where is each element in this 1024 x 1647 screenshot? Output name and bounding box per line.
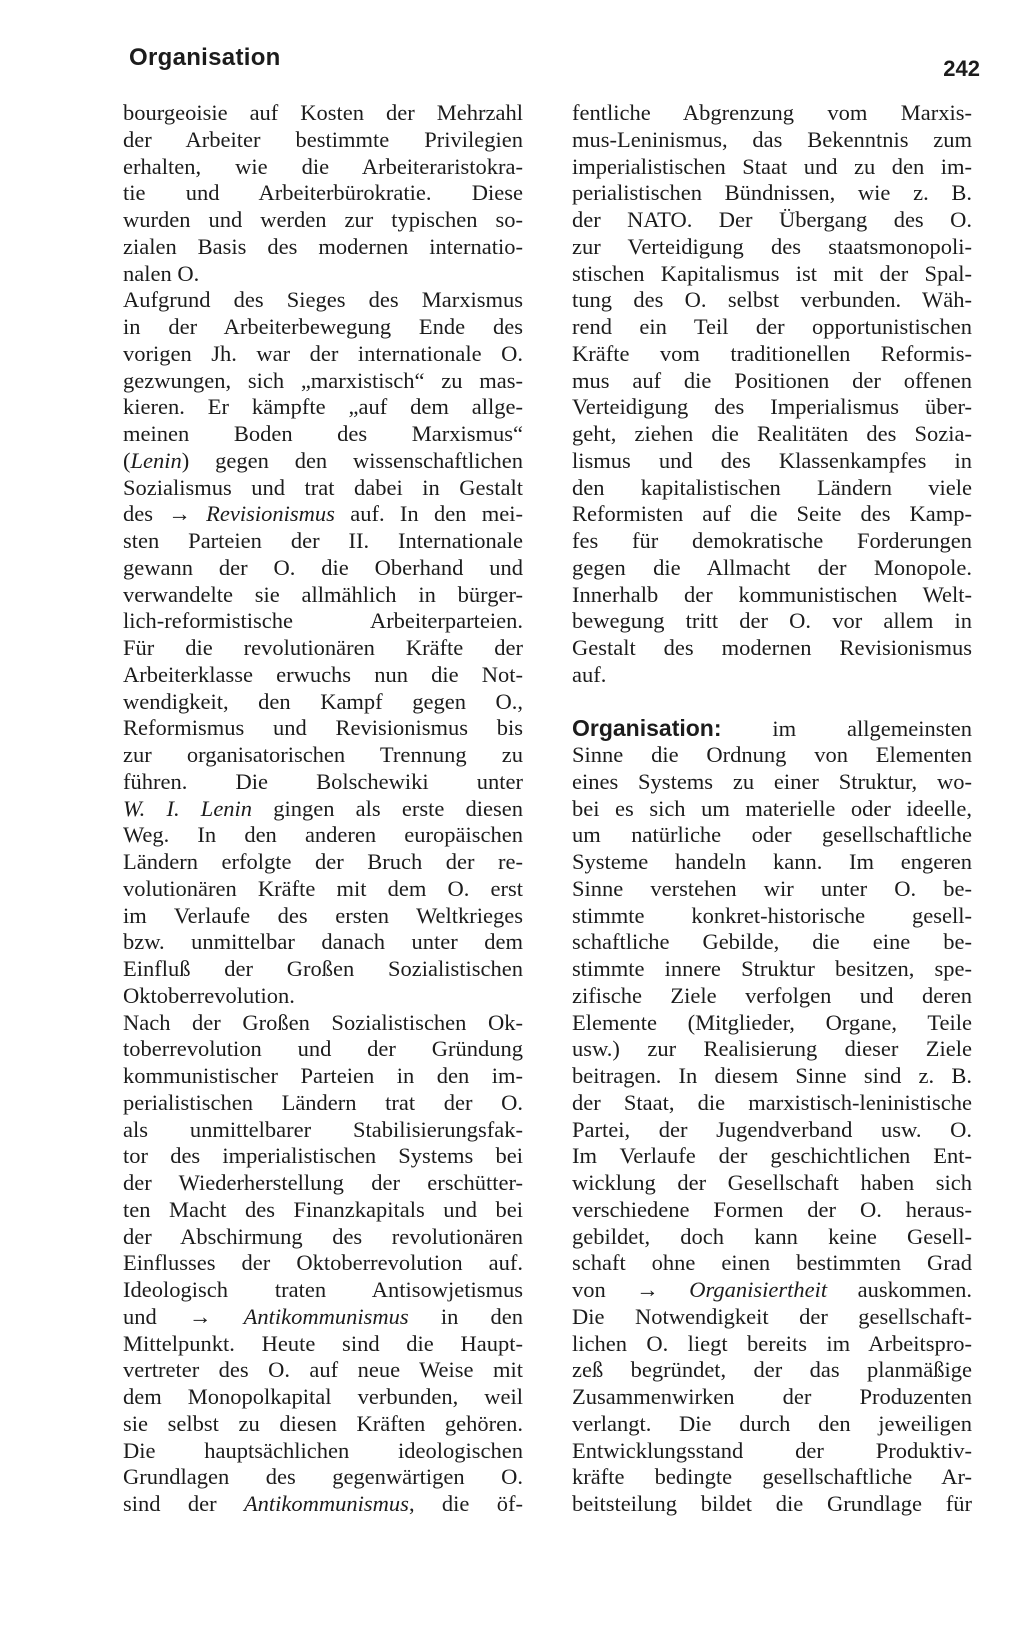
text-line: volutionären Kräfte mit dem O. erst bbox=[123, 875, 523, 901]
text-line: zur organisatorischen Trennung zu bbox=[123, 742, 523, 767]
text-line: stischen Kapitalismus ist mit der Spal- bbox=[572, 260, 972, 286]
text-line: beitsteilung bildet die Grundlage für bbox=[572, 1491, 972, 1516]
text-line: Mittelpunkt. Heute sind die Haupt- bbox=[123, 1330, 523, 1356]
text-line: eines Systems zu einer Struktur, wo- bbox=[572, 768, 972, 794]
entry-term: Organisation: bbox=[572, 715, 722, 742]
text-line: Ideologisch traten Antisowjetismus bbox=[123, 1277, 523, 1302]
text-line: perialistischen Ländern trat der O. bbox=[123, 1089, 523, 1115]
text-line: gezwungen, sich „marxistisch“ zu mas- bbox=[123, 367, 523, 393]
text-line: tung des O. selbst verbunden. Wäh- bbox=[572, 287, 972, 313]
text-line: zifische Ziele verfolgen und deren bbox=[572, 982, 972, 1008]
text-line: von → Organisiertheit auskommen. bbox=[572, 1277, 973, 1302]
entry-first-line-text: im allgemeinsten bbox=[772, 716, 972, 742]
text-line: imperialistischen Staat und zu den im- bbox=[572, 153, 972, 179]
text-line: geht, ziehen die Realitäten des Sozia- bbox=[572, 421, 972, 446]
text-line: in der Arbeiterbewegung Ende des bbox=[123, 314, 523, 339]
text-line: Sinne verstehen wir unter O. be- bbox=[572, 875, 972, 901]
italic-term: Revisionismus bbox=[206, 501, 335, 527]
text-line: kieren. Er kämpfte „auf dem allge- bbox=[123, 394, 523, 420]
text-line: Innerhalb der kommunistischen Welt- bbox=[572, 581, 972, 607]
text-line: gewann der O. die Oberhand und bbox=[123, 554, 523, 580]
text-line: verschiedene Formen der O. heraus- bbox=[572, 1196, 972, 1222]
text-line: stimmte konkret-historische gesell- bbox=[572, 902, 972, 928]
text-line: den kapitalistischen Ländern viele bbox=[572, 474, 972, 500]
text-line: sie selbst zu diesen Kräften gehören. bbox=[123, 1410, 523, 1436]
text-line: meinen Boden des Marxismus“ bbox=[123, 421, 523, 446]
text-line: tie und Arbeiterbürokratie. Diese bbox=[123, 180, 523, 206]
italic-term: W. I. Lenin bbox=[123, 795, 253, 821]
text-line: vorigen Jh. war der internationale O. bbox=[123, 340, 523, 366]
text-line: (Lenin) gegen den wissenschaftlichen bbox=[123, 447, 523, 473]
text-line: usw.) zur Realisierung dieser Ziele bbox=[572, 1036, 972, 1062]
text-line: verwandelte sie allmählich in bürger- bbox=[123, 581, 523, 607]
italic-term: Antikommunismus bbox=[243, 1491, 409, 1516]
italic-term: Organisiertheit bbox=[689, 1277, 828, 1302]
text-line: lichen O. liegt bereits im Arbeitspro- bbox=[572, 1330, 972, 1356]
text-line: des → Revisionismus auf. In den mei- bbox=[123, 501, 523, 527]
text-line: wendigkeit, den Kampf gegen O., bbox=[123, 688, 523, 714]
text-line: wurden und werden zur typischen so- bbox=[123, 207, 523, 232]
text-line: Einfluß der Großen Sozialistischen bbox=[123, 956, 523, 981]
text-line: kräfte bedingte gesellschaftliche Ar- bbox=[572, 1464, 972, 1490]
text-line: Reformisten auf die Seite des Kamp- bbox=[572, 501, 972, 527]
text-line: ten Macht des Finanzkapitals und bei bbox=[123, 1196, 523, 1222]
text-line: erhalten, wie die Arbeiteraristokra- bbox=[123, 153, 523, 179]
text-line: Partei, der Jugendverband usw. O. bbox=[572, 1116, 972, 1142]
text-line: Einflusses der Oktoberrevolution auf. bbox=[123, 1250, 523, 1276]
text-line: gebildet, doch kann keine Gesell- bbox=[572, 1223, 972, 1249]
text-line: W. I. Lenin gingen als erste diesen bbox=[123, 795, 524, 821]
text-line: als unmittelbarer Stabilisierungsfak- bbox=[123, 1116, 523, 1142]
text-line: und → Antikommunismus in den bbox=[123, 1303, 523, 1329]
text-line: der Staat, die marxistisch-leninistische bbox=[572, 1089, 972, 1115]
text-line: Die hauptsächlichen ideologischen bbox=[123, 1437, 523, 1463]
text-line: Weg. In den anderen europäischen bbox=[123, 822, 523, 848]
right-column bbox=[572, 100, 972, 1518]
text-line: Nach der Großen Sozialistischen Ok- bbox=[123, 1009, 523, 1035]
page-number: 242 bbox=[943, 56, 980, 81]
text-line: schaft ohne einen bestimmten Grad bbox=[572, 1250, 972, 1276]
text-line: der Abschirmung des revolutionären bbox=[123, 1223, 523, 1249]
italic-term: Lenin bbox=[130, 447, 182, 473]
text-line: Sozialismus und trat dabei in Gestalt bbox=[123, 474, 523, 500]
text-line: nalen O. bbox=[123, 260, 200, 286]
paragraph-gap bbox=[572, 689, 972, 716]
text-line: mus auf die Positionen der offenen bbox=[572, 367, 972, 393]
text-line: fentliche Abgrenzung vom Marxis- bbox=[572, 100, 972, 125]
text-line: der NATO. Der Übergang des O. bbox=[572, 207, 972, 232]
text-line: stimmte innere Struktur besitzen, spe- bbox=[572, 956, 972, 981]
text-line: Zusammenwirken der Produzenten bbox=[572, 1384, 972, 1409]
text-line: Arbeiterklasse erwuchs nun die Not- bbox=[123, 661, 523, 687]
text-line: Sinne die Ordnung von Elementen bbox=[572, 742, 972, 767]
text-line: lich-reformistische Arbeiterparteien. bbox=[123, 608, 523, 634]
text-line: Systeme handeln kann. Im engeren bbox=[572, 849, 972, 874]
text-line: auf. bbox=[572, 661, 607, 687]
text-line: bei es sich um materielle oder ideelle, bbox=[572, 795, 972, 821]
page-header-title: Organisation bbox=[129, 44, 281, 71]
text-line: Ländern erfolgte der Bruch der re- bbox=[123, 849, 523, 874]
text-line: schaftliche Gebilde, die eine be- bbox=[572, 929, 972, 955]
text-line: zialen Basis des modernen internatio- bbox=[123, 233, 523, 259]
text-line: Die Notwendigkeit der gesellschaft- bbox=[572, 1303, 972, 1329]
text-line: wicklung der Gesellschaft haben sich bbox=[572, 1170, 972, 1195]
text-line: rend ein Teil der opportunistischen bbox=[572, 314, 972, 339]
text-line: Grundlagen des gegenwärtigen O. bbox=[123, 1464, 523, 1490]
text-line: beitragen. In diesem Sinne sind z. B. bbox=[572, 1063, 972, 1088]
text-line: lismus und des Klassenkampfes in bbox=[572, 447, 972, 473]
text-line: kommunistischer Parteien in den im- bbox=[123, 1063, 523, 1088]
text-line: der Wiederherstellung der erschütter- bbox=[123, 1170, 523, 1195]
text-line: mus-Leninismus, das Bekenntnis zum bbox=[572, 126, 972, 152]
text-line: zur Verteidigung des staatsmonopoli- bbox=[572, 233, 972, 259]
text-line: perialistischen Bündnissen, wie z. B. bbox=[572, 180, 972, 206]
text-line: Reformismus und Revisionismus bis bbox=[123, 715, 523, 741]
text-line: gegen die Allmacht der Monopole. bbox=[572, 554, 972, 580]
text-line: bewegung tritt der O. vor allem in bbox=[572, 608, 972, 634]
text-line: um natürliche oder gesellschaftliche bbox=[572, 822, 972, 848]
text-line: Kräfte vom traditionellen Reformis- bbox=[572, 340, 972, 366]
text-line: Gestalt des modernen Revisionismus bbox=[572, 635, 972, 660]
text-line: der Arbeiter bestimmte Privilegien bbox=[123, 126, 523, 152]
text-line: Verteidigung des Imperialismus über- bbox=[572, 394, 972, 420]
entry-heading-line bbox=[572, 715, 972, 742]
text-line: Für die revolutionären Kräfte der bbox=[123, 635, 523, 660]
text-line: sten Parteien der II. Internationale bbox=[123, 528, 523, 553]
text-line: Aufgrund des Sieges des Marxismus bbox=[123, 287, 523, 313]
italic-term: Antikommunismus bbox=[243, 1303, 409, 1329]
text-line: bzw. unmittelbar danach unter dem bbox=[123, 929, 523, 955]
text-line: Entwicklungsstand der Produktiv- bbox=[572, 1437, 972, 1463]
text-line: Elemente (Mitglieder, Organe, Teile bbox=[572, 1009, 972, 1035]
left-column bbox=[123, 100, 523, 1518]
text-line: führen. Die Bolschewiki unter bbox=[123, 768, 523, 794]
text-line: vertreter des O. auf neue Weise mit bbox=[123, 1357, 523, 1383]
text-line: toberrevolution und der Gründung bbox=[123, 1036, 523, 1062]
text-line: Im Verlaufe der geschichtlichen Ent- bbox=[572, 1143, 972, 1169]
text-line: tor des imperialistischen Systems bei bbox=[123, 1143, 523, 1169]
text-line: fes für demokratische Forderungen bbox=[572, 528, 972, 553]
text-line: sind der Antikommunismus, die öf- bbox=[123, 1491, 523, 1516]
text-line: zeß begründet, der das planmäßige bbox=[572, 1357, 972, 1383]
text-line: bourgeoisie auf Kosten der Mehrzahl bbox=[123, 100, 523, 125]
text-line: verlangt. Die durch den jeweiligen bbox=[572, 1410, 972, 1436]
text-line: dem Monopolkapital verbunden, weil bbox=[123, 1384, 523, 1409]
text-line: Oktoberrevolution. bbox=[123, 982, 295, 1008]
text-line: im Verlaufe des ersten Weltkrieges bbox=[123, 902, 523, 928]
